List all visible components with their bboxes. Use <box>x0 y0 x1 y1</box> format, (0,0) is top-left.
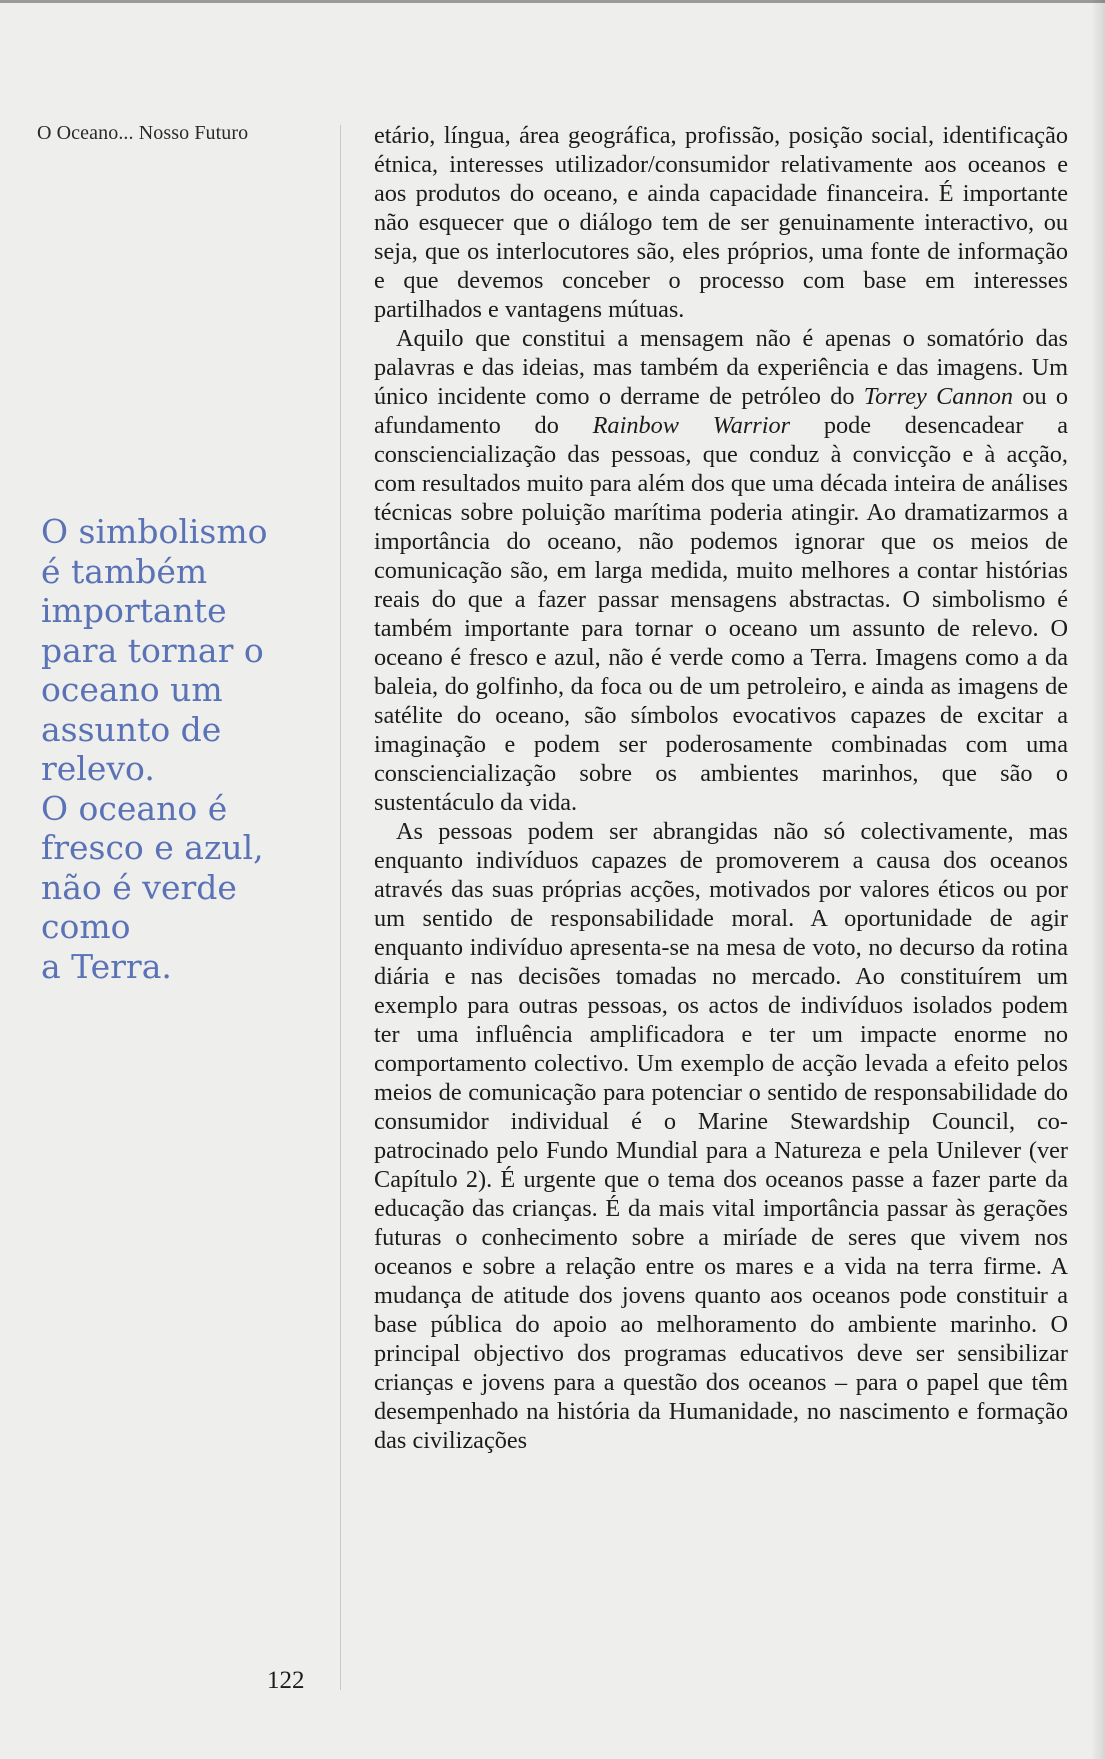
pull-quote-line: fresco e azul, <box>41 828 264 867</box>
pull-quote-line: oceano um <box>41 670 223 709</box>
page-top-edge <box>0 0 1105 3</box>
body-paragraph-2-part-a: Aquilo que constitui a mensagem não é apenas o somatório das palavras e das ideias, mas também da experiência e das imagens. Um único incidente como o derrame de petróleo do <box>374 325 1068 410</box>
body-paragraph-2-part-c: pode desencadear a consciencialização das pessoas, que conduz à convicção e à acção, com resultados muito para além dos que uma década inteira de análises técnicas sobre poluição marítima poderia atingir. Ao dramatizarmos a importância do oceano, não podemos ignorar que os meios de comunicação são, em larga medida, muito melhores a contar histórias reais do que a fazer passar mensagens abstractas. O simbolismo é também importante para tornar o oceano um assunto de relevo. O oceano é fresco e azul, não é verde como a Terra. Imagens como a da baleia, do golfinho, da foca ou de um petroleiro, e ainda as imagens de satélite do oceano, são símbolos evocativos capazes de excitar a imaginação e podem ser poderosamente combinadas com uma consciencialização sobre os ambientes marinhos, que são o sustentáculo da vida. <box>374 412 1069 816</box>
pull-quote-line: relevo. <box>41 749 155 788</box>
ship-name-torrey-cannon: Torrey Cannon <box>863 383 1014 410</box>
pull-quote <box>41 512 331 986</box>
pull-quote-line: como <box>41 907 131 946</box>
running-head: O Oceano... Nosso Futuro <box>37 122 249 144</box>
pull-quote-line: assunto de <box>41 709 222 749</box>
body-paragraph-2-part-b: ou o afundamento do <box>374 383 1069 439</box>
page-number: 122 <box>267 1667 305 1694</box>
pull-quote-line: para tornar o <box>41 630 264 670</box>
pull-quote-line: importante <box>41 591 227 630</box>
pull-quote-line: é também <box>41 551 208 591</box>
body-paragraph-3: As pessoas podem ser abrangidas não só colectivamente, mas enquanto indivíduos capazes de promoverem a causa dos oceanos através das suas próprias acções, motivados por valores éticos ou por um sentido de responsabilidade moral. A oportunidade de agir enquanto indivíduo apresenta-se na mesa de voto, no decurso da rotina diária e nas decisões tomadas no mercado. Ao constituírem um exemplo para outras pessoas, os actos de indivíduos isolados podem ter uma influência amplificadora e ter um impacte enorme no comportamento colectivo. Um exemplo de acção levada a efeito pelos meios de comunicação para potenciar o sentido de responsabilidade do consumidor individual é o Marine Stewardship Council, co-patrocinado pelo Fundo Mundial para a Natureza e pela Unilever (ver Capítulo 2). É urgente que o tema dos oceanos passe a fazer parte da educação das crianças. É da mais vital importância passar às gerações futuras o conhecimento sobre a miríade de seres que vivem nos oceanos e sobre a relação entre os mares e a vida na terra firme. A mudança de atitude dos jovens quanto aos oceanos pode constituir a base pública do apoio ao melhoramento do ambiente marinho. O principal objectivo dos programas educativos deve ser sensibilizar crianças e jovens para a questão dos oceanos – para o papel que têm desempenhado na história da Humanidade, no nascimento e formação das civilizações <box>374 818 1068 1454</box>
pull-quote-line: O oceano é <box>41 788 228 828</box>
pull-quote-line: não é verde <box>41 867 237 907</box>
column-divider <box>340 125 341 1690</box>
ship-name-rainbow-warrior: Rainbow Warrior <box>592 412 791 439</box>
body-paragraph-2 <box>374 324 1068 817</box>
page-gutter-shadow <box>1091 0 1105 1759</box>
pull-quote-line: O simbolismo <box>41 512 268 551</box>
body-text-column <box>374 121 1068 1455</box>
body-paragraph-1: etário, língua, área geográfica, profissão, posição social, identificação étnica, interesses utilizador/consumidor relativamente aos oceanos e aos produtos do oceano, e ainda capacidade financeira. É importante não esquecer que o diálogo tem de ser genuinamente interactivo, ou seja, que os interlocutores são, eles próprios, uma fonte de informação e que devemos conceber o processo com base em interesses partilhados e vantagens mútuas. <box>374 122 1068 323</box>
pull-quote-line: a Terra. <box>41 946 172 986</box>
